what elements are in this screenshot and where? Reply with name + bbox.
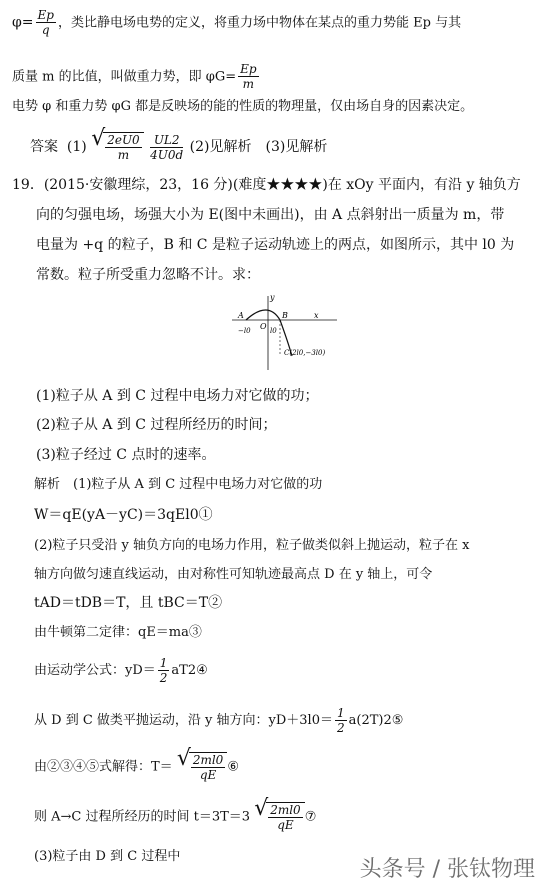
solution-2-line-3: tAD＝tDB＝T，且 tBC＝T② — [34, 595, 223, 611]
solution-work: W＝qE(yA－yC)＝3qEl0① — [34, 507, 213, 523]
question-19-line-3: 电量为 +q 的粒子，B 和 C 是粒子运动轨迹上的两点，如图所示，其中 l0 为 — [36, 237, 515, 253]
y-axis-label: y — [270, 293, 275, 302]
fraction: $\frac{UL2}{4U0d}$ — [150, 132, 184, 162]
l0-label: l0 — [270, 327, 277, 335]
subquestion-3: (3)粒子经过 C 点时的速率。 — [36, 447, 216, 463]
solution-2-kinematics: 由运动学公式：yD＝ $\frac{1}{2}$ aT2④ — [34, 656, 208, 685]
watermark: 头条号 / 张钛物理 — [359, 857, 535, 882]
intro-line-1: φ= $\frac{Ep}{q}$ ，类比静电场电势的定义，将重力场中物体在某点的重力势能 Ep 与其 — [12, 8, 462, 37]
solution-2-result-t: 由②③④⑤式解得：T＝ √ $\frac{2ml0}{qE}$ ⑥ — [34, 746, 239, 782]
solution-2-line-2: 轴方向做匀速直线运动，由对称性可知轨迹最高点 D 在 y 轴上，可令 — [34, 567, 433, 582]
solution-2-line-1: (2)粒子只受沿 y 轴负方向的电场力作用，粒子做类似斜上抛运动，粒子在 x — [34, 538, 470, 553]
point-b-label: B — [282, 311, 288, 320]
intro-line-2: 质量 m 的比值，叫做重力势，即 φG= $\frac{Ep}{m}$ — [12, 62, 257, 91]
solution-heading: 解析 (1)粒子从 A 到 C 过程中电场力对它做的功 — [34, 477, 323, 492]
solution-2-projectile: 从 D 到 C 做类平抛运动，沿 y 轴方向：yD＋3l0＝ $\frac{1}{2}$ a(2T)2⑤ — [34, 706, 404, 735]
x-axis-label: x — [314, 311, 319, 320]
subquestion-1: (1)粒子从 A 到 C 过程中电场力对它做的功； — [36, 388, 319, 404]
origin-label: O — [260, 322, 267, 331]
fraction: $\frac{Ep}{m}$ — [240, 62, 257, 91]
point-a-label: A — [238, 311, 244, 320]
question-19-line-2: 向的匀强电场，场强大小为 E(图中未画出)，由 A 点斜射出一质量为 m，带 — [36, 207, 505, 223]
question-19-line-1: 19．(2015·安徽理综，23，16 分)(难度★★★★)在 xOy 平面内，有沿 y 轴负方 — [12, 177, 521, 193]
question-19-line-4: 常数。粒子所受重力忽略不计。求： — [36, 267, 260, 283]
solution-2-newton: 由牛顿第二定律：qE＝ma③ — [34, 625, 202, 640]
answer-line: 答案 (1) √ $\frac{2eU0}{m}$ $\frac{UL2}{4U0d}$ (2)见解析 (3)见解析 — [30, 126, 328, 162]
intro-line-3: 电势 φ 和重力势 φG 都是反映场的能的性质的物理量，仅由场自身的因素决定。 — [12, 99, 474, 114]
fraction: $\frac{Ep}{q}$ — [37, 8, 54, 37]
solution-2-result-total: 则 A→C 过程所经历的时间 t＝3T＝3 √ $\frac{2ml0}{qE}$ ⑦ — [34, 796, 317, 832]
subquestion-2: (2)粒子从 A 到 C 过程所经历的时间； — [36, 417, 277, 433]
sqrt: √ $\frac{2eU0}{m}$ — [91, 132, 143, 162]
point-c-label: C(2l0,−3l0) — [284, 349, 326, 357]
trajectory-figure — [222, 292, 342, 372]
neg-l0-label: −l0 — [238, 327, 251, 335]
solution-3-line: (3)粒子由 D 到 C 过程中 — [34, 849, 181, 864]
